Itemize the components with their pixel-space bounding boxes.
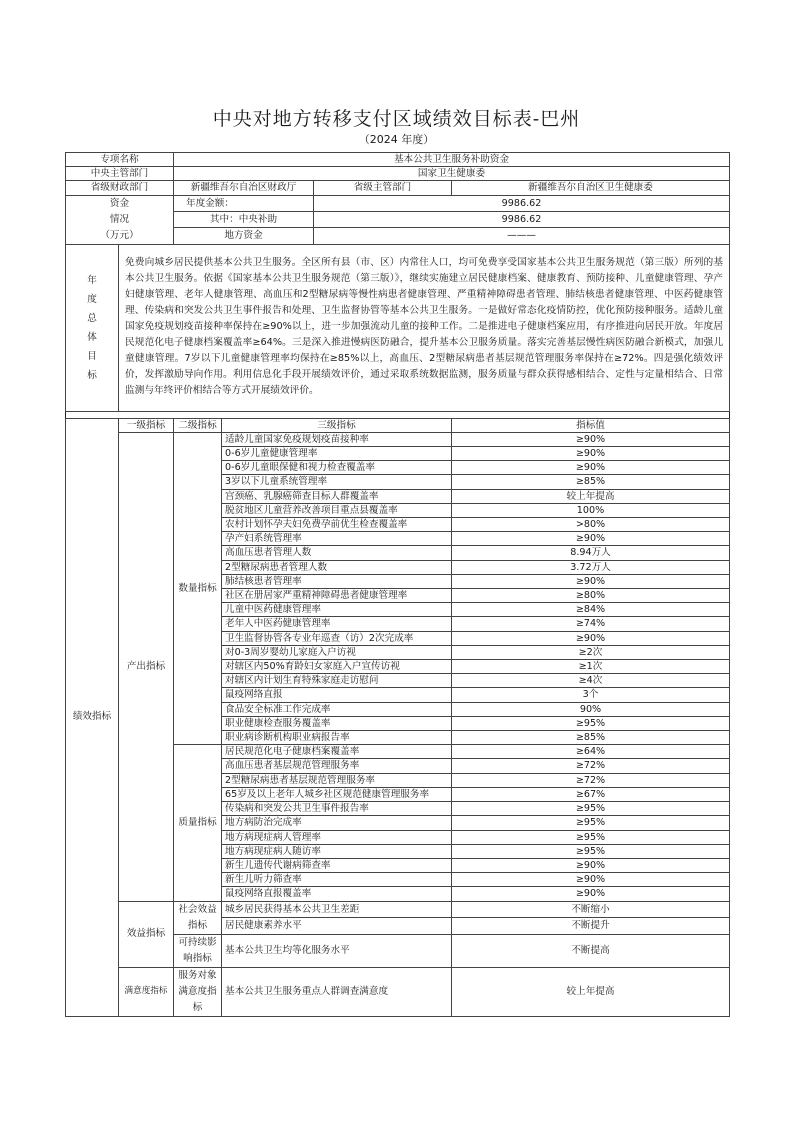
indicator-name: 3岁以下儿童系统管理率 (222, 475, 452, 489)
indicator-name: 居民规范化电子健康档案覆盖率 (222, 745, 452, 759)
indicator-value: ≥90% (452, 631, 730, 645)
row-annual-amount (66, 195, 730, 211)
indicator-value: ≥90% (452, 432, 730, 446)
indicator-name: 高血压患者基层规范管理服务率 (222, 759, 452, 773)
indicator-name: 儿童中医药健康管理率 (222, 603, 452, 617)
indicator-name: 孕产妇系统管理率 (222, 532, 452, 546)
performance-indicators-label: 绩效指标 (66, 418, 119, 1016)
indicator-value: ≥90% (452, 574, 730, 588)
indicator-value: 较上年提高 (452, 489, 730, 503)
indicator-value: ≥95% (452, 716, 730, 730)
indicator-value: ≥1次 (452, 660, 730, 674)
indicator-value: 不断提高 (452, 934, 730, 967)
indicator-name: 地方病现症病人管理率 (222, 830, 452, 844)
prov-dept-value: 新疆维吾尔自治区卫生健康委 (452, 181, 730, 195)
indicator-name: 鼠疫网络直报覆盖率 (222, 887, 452, 901)
indicator-name: 基本公共卫生均等化服务水平 (222, 934, 452, 967)
indicator-value: ≥90% (452, 887, 730, 901)
row-central-dept (66, 167, 730, 181)
col-level1-header: 一级指标 (119, 418, 174, 432)
social-benefit-indicator-label: 社会效益指标 (174, 901, 222, 934)
col-value-header: 指标值 (452, 418, 730, 432)
indicator-name: 2型糖尿病患者管理人数 (222, 560, 452, 574)
objective-text: 免费向城乡居民提供基本公共卫生服务。全区所有县（市、区）内常住人口，均可免费享受国家基本公共卫生服务规范（第三版）所列的基本公共卫生服务。依据《国家基本公共卫生服务规范（第三版）》，继续实施建立居民健康档案、健康教育、预防接种、儿童健康管理、孕产妇健康管理、老年人健康管理、高血压和2型糖尿病等慢性病患者健康管理、严重精神障碍患者管理、肺结核患者健康管理、中医药健康管理、传染病和突发公共卫生事件报告和处理、卫生监督协管等基本公共卫生服务。一是做好常态化疫情防控，优化预防接种服务。适龄儿童国家免疫规划疫苗接种率保持在≥90%以上，进一步加强流动儿童的接种工作。二是推进电子健康档案应用，有序推进向居民开放。年度居民规范化电子健康档案覆盖率≥64%。三是深入推进慢病医防融合，提升基本公卫服务质量。落实完善基层慢性病医防融合新模式，加强儿童健康管理。7岁以下儿童健康管理率均保持在≥85%以上，高血压、2型糖尿病患者基层规范管理服务率保持在≥72%。四是强化绩效评价，发挥激励导向作用。利用信息化手段开展绩效评价，通过采取系统数据监测，服务质量与群众获得感相结合、定性与定量相结合、日常监测与年终评价相结合等方式开展绩效评价。 (119, 244, 730, 411)
indicator-name: 老年人中医药健康管理率 (222, 617, 452, 631)
local-funds-label: 地方资金 (174, 228, 314, 244)
indicator-name: 地方病防治完成率 (222, 816, 452, 830)
performance-target-table (65, 152, 730, 1017)
output-indicator-label: 产出指标 (119, 432, 174, 901)
indicator-row (66, 901, 730, 918)
annual-amount-value: 9986.62 (314, 195, 730, 211)
indicator-value: ≥84% (452, 603, 730, 617)
project-name-value: 基本公共卫生服务补助资金 (174, 153, 730, 167)
indicator-name: 地方病现症病人随访率 (222, 844, 452, 858)
prov-dept-label: 省级主管部门 (314, 181, 452, 195)
indicator-value: ≥95% (452, 830, 730, 844)
indicator-value: 100% (452, 503, 730, 517)
service-satisfaction-indicator-label: 服务对象满意度指标 (174, 967, 222, 1016)
central-subsidy-label: 其中：中央补助 (174, 211, 314, 227)
indicator-name: 对辖区内计划生育特殊家庭走访慰问 (222, 674, 452, 688)
indicator-name: 0-6岁儿童健康管理率 (222, 447, 452, 461)
indicator-value: 90% (452, 702, 730, 716)
indicator-value: 3个 (452, 688, 730, 702)
indicator-name: 2型糖尿病患者基层规范管理服务率 (222, 773, 452, 787)
indicator-name: 宫颈癌、乳腺癌筛查目标人群覆盖率 (222, 489, 452, 503)
funds-label-line2: 情况 (109, 213, 130, 225)
local-funds-value: ——— (314, 228, 730, 244)
central-dept-value: 国家卫生健康委 (174, 167, 730, 181)
indicator-name: 高血压患者管理人数 (222, 546, 452, 560)
indicator-name: 基本公共卫生服务重点人群调查满意度 (222, 967, 452, 1016)
project-name-label: 专项名称 (66, 153, 174, 167)
indicator-value: ≥90% (452, 447, 730, 461)
indicator-value: ≥67% (452, 787, 730, 801)
objective-label-text: 年度总体目标 (87, 274, 97, 381)
indicator-value: ≥95% (452, 802, 730, 816)
indicator-row (66, 967, 730, 1016)
indicator-value: ≥90% (452, 532, 730, 546)
indicator-value: ≥74% (452, 617, 730, 631)
indicator-name: 0-6岁儿童眼保健和视力检查覆盖率 (222, 461, 452, 475)
indicator-row (66, 432, 730, 446)
col-level3-header: 三级指标 (222, 418, 452, 432)
indicator-value: ≥72% (452, 773, 730, 787)
funds-label-line1: 资金 (109, 197, 130, 209)
indicator-name: 农村计划怀孕夫妇免费孕前优生检查覆盖率 (222, 518, 452, 532)
annual-amount-label: 年度金额： (174, 195, 314, 211)
indicator-value: ≥72% (452, 759, 730, 773)
indicator-name: 65岁及以上老年人城乡社区规范健康管理服务率 (222, 787, 452, 801)
central-dept-label: 中央主管部门 (66, 167, 174, 181)
indicator-value: 8.94万人 (452, 546, 730, 560)
indicator-value: ≥85% (452, 731, 730, 745)
row-indicator-header (66, 418, 730, 432)
indicator-name: 适龄儿童国家免疫规划疫苗接种率 (222, 432, 452, 446)
indicator-value: 3.72万人 (452, 560, 730, 574)
benefit-indicator-label: 效益指标 (119, 901, 174, 967)
prov-finance-value: 新疆维吾尔自治区财政厅 (174, 181, 314, 195)
indicator-value: ≥90% (452, 873, 730, 887)
indicator-name: 对辖区内50%育龄妇女家庭入户宣传访视 (222, 660, 452, 674)
indicator-value: ≥90% (452, 461, 730, 475)
indicator-value: ≥64% (452, 745, 730, 759)
row-spacer (66, 411, 730, 418)
quantity-indicator-label: 数量指标 (174, 432, 222, 744)
funds-label (66, 195, 174, 244)
indicator-name: 传染病和突发公共卫生事件报告率 (222, 802, 452, 816)
indicator-name: 肺结核患者管理率 (222, 574, 452, 588)
indicator-name: 居民健康素养水平 (222, 918, 452, 935)
indicator-name: 职业病诊断机构职业病报告率 (222, 731, 452, 745)
page-subtitle: （2024 年度） (358, 133, 435, 146)
indicator-name: 社区在册居家严重精神障碍患者健康管理率 (222, 589, 452, 603)
objective-label (66, 244, 119, 411)
indicator-value: ≥80% (452, 589, 730, 603)
satisfaction-indicator-label: 满意度指标 (119, 967, 174, 1016)
indicator-name: 鼠疫网络直报 (222, 688, 452, 702)
indicator-name: 食品安全标准工作完成率 (222, 702, 452, 716)
indicator-name: 职业健康检查服务覆盖率 (222, 716, 452, 730)
row-provincial-depts (66, 181, 730, 195)
indicator-value: >80% (452, 518, 730, 532)
indicator-value: ≥95% (452, 816, 730, 830)
indicator-name: 新生儿遗传代谢病筛查率 (222, 858, 452, 872)
indicator-name: 卫生监督协管各专业年巡查（访）2次完成率 (222, 631, 452, 645)
indicator-value: ≥95% (452, 844, 730, 858)
row-annual-objective (66, 244, 730, 411)
funds-label-line3: （万元） (100, 229, 139, 241)
prov-finance-label: 省级财政部门 (66, 181, 174, 195)
indicator-name: 城乡居民获得基本公共卫生差距 (222, 901, 452, 918)
indicator-name: 脱贫地区儿童营养改善项目重点县覆盖率 (222, 503, 452, 517)
indicator-value: ≥2次 (452, 645, 730, 659)
central-subsidy-value: 9986.62 (314, 211, 730, 227)
indicator-value: ≥90% (452, 858, 730, 872)
indicator-value: ≥4次 (452, 674, 730, 688)
indicator-name: 新生儿听力筛查率 (222, 873, 452, 887)
page-title: 中央对地方转移支付区域绩效目标表-巴州 (212, 108, 581, 130)
indicator-value: ≥85% (452, 475, 730, 489)
col-level2-header: 二级指标 (174, 418, 222, 432)
indicator-value: 较上年提高 (452, 967, 730, 1016)
row-project-name (66, 153, 730, 167)
sustain-indicator-label: 可持续影响指标 (174, 934, 222, 967)
quality-indicator-label: 质量指标 (174, 745, 222, 901)
indicator-value: 不断缩小 (452, 901, 730, 918)
indicator-value: 不断提升 (452, 918, 730, 935)
indicator-name: 对0-3周岁婴幼儿家庭入户访视 (222, 645, 452, 659)
